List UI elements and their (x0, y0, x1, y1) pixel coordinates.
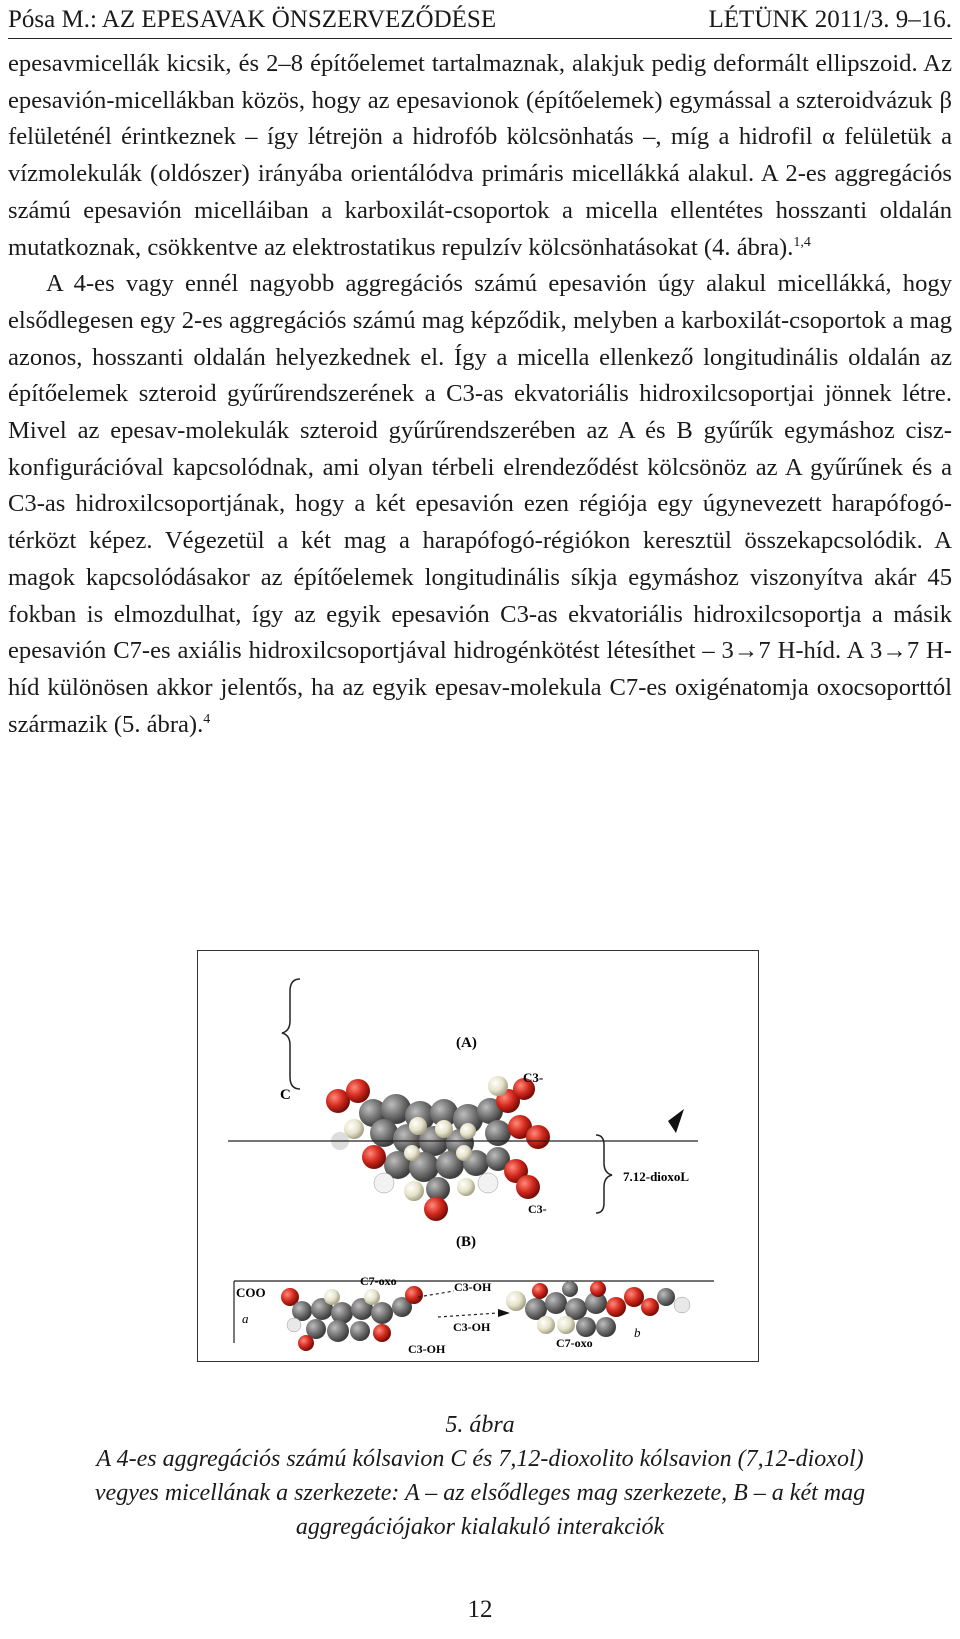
brace-c-icon (282, 979, 300, 1089)
molecule-cluster-b-left (281, 1286, 423, 1351)
rotation-arrow-icon (668, 1109, 684, 1133)
label-c7oxo-left: C7-oxo (360, 1274, 397, 1288)
citation-sup-1: 1,4 (793, 234, 811, 250)
caption-line-2: vegyes micellának a szerkezete: A – az elsődleges mag szerkezete, B – a két mag (94, 1480, 866, 1506)
brace-dioxol-icon (596, 1135, 612, 1213)
label-c3oh-top: C3-OH (454, 1280, 492, 1294)
header-journal-ref: LÉTÜNK 2011/3. 9–16. (708, 6, 952, 33)
figure-molecular-model (197, 950, 759, 1362)
paragraph-1-text: epesavmicellák kicsik, és 2–8 építőelemet tartalmaznak, alakjuk pedig deformált ellipszoid. Az epesavión-micellákban közös, hogy az epesavionok (építőelemek) egymással a szteroidvázuk β felületénél érintkeznek – így létrejön a hidrofób kölcsönhatás –, míg a hidrofil α felületük a vízmolekulák (oldószer) irányába orientálódva primáris micellákká alakul. A 2-es aggregációs számú epesavión micelláiban a karboxilát-csoportok a micella ellentétes hosszanti oldalán mutatkoznak, csökkentve az elektrostatikus repulzív kölcsönhatásokat (4. ábra). (8, 50, 952, 261)
figure-caption (8, 1408, 952, 1544)
arrow-right-icon (498, 1309, 510, 1317)
label-c3-top: C3- (523, 1070, 544, 1085)
label-c7oxo-right: C7-oxo (556, 1336, 593, 1350)
caption-line-3: aggregációjakor kialakuló interakciók (295, 1514, 665, 1540)
caption-line-1: A 4-es aggregációs számú kólsavion C és 7,12-dioxolito kólsavion (7,12-dioxol) (96, 1446, 864, 1472)
hbond-dash-2 (438, 1313, 498, 1317)
label-part-a: (A) (456, 1035, 477, 1051)
label-c3oh-bottom: C3-OH (408, 1342, 446, 1356)
running-header (8, 2, 952, 39)
label-a-small: a (242, 1311, 249, 1326)
label-coo: COO (236, 1285, 266, 1300)
paragraph-2-text: A 4-es vagy ennél nagyobb aggregációs számú epesavión úgy alakul micellákká, hogy elsődlegesen egy 2-es aggregációs számú mag képződik, melyben a karboxilát-csoportok a mag azonos, hosszanti oldalán helyezkednek el. Így a micella ellenkező longitudinális oldalán az építőelemek szteroid gyűrűrendszerének a C3-as ekvatoriális hidroxilcsoportjai jönnek létre. Mivel az epesav-molekulák szteroid gyűrűrendszerében az A és B gyűrűk egymáshoz cisz-konfigurációval kapcsolódnak, ami olyan térbeli elrendeződést kölcsönöz az A gyűrűnek és a C3-as hidroxilcsoportjának, hogy a két epesavión ezen régiója egy úgynevezett harapófogó-térközt képez. Végezetül a két mag a harapófogó-régiókon keresztül összekapcsolódik. A magok kapcsolódásakor az építőelemek longitudinális síkja egymáshoz viszonyítva akár 45 fokban is elmozdulhat, így az egyik epesavión C3-as ekvatoriális hidroxilcsoportja a másik epesavión C7-es axiális hidroxilcsoportjával hidrogénkötést létesíthet – 3→7 H-híd. A 3→7 H-híd különösen akkor jelentős, ha az egyik epesav-molekula C7-es oxigénatomja oxocsoporttól származik (5. ábra). (8, 270, 952, 738)
molecule-cluster-b-right (506, 1281, 690, 1337)
label-c3oh-mid: C3-OH (453, 1320, 491, 1334)
citation-sup-2: 4 (203, 711, 211, 727)
label-c3-bottom: C3- (528, 1202, 547, 1216)
label-part-b: (B) (456, 1234, 476, 1250)
caption-number: 5. ábra (445, 1412, 515, 1438)
figure-illustration (198, 951, 758, 1361)
page-number: 12 (467, 1596, 493, 1623)
molecule-cluster-a (326, 1076, 550, 1221)
label-dioxol: 7.12-dioxoL (623, 1169, 690, 1184)
paragraph-1 (8, 46, 952, 266)
header-author-title: Pósa M.: AZ EPESAVAK ÖNSZERVEZŐDÉSE (8, 6, 497, 33)
hbond-dash-1 (418, 1291, 454, 1297)
paragraph-2 (8, 266, 952, 743)
body-text (8, 46, 952, 743)
label-b-small: b (634, 1325, 641, 1340)
label-c: C (280, 1087, 291, 1103)
